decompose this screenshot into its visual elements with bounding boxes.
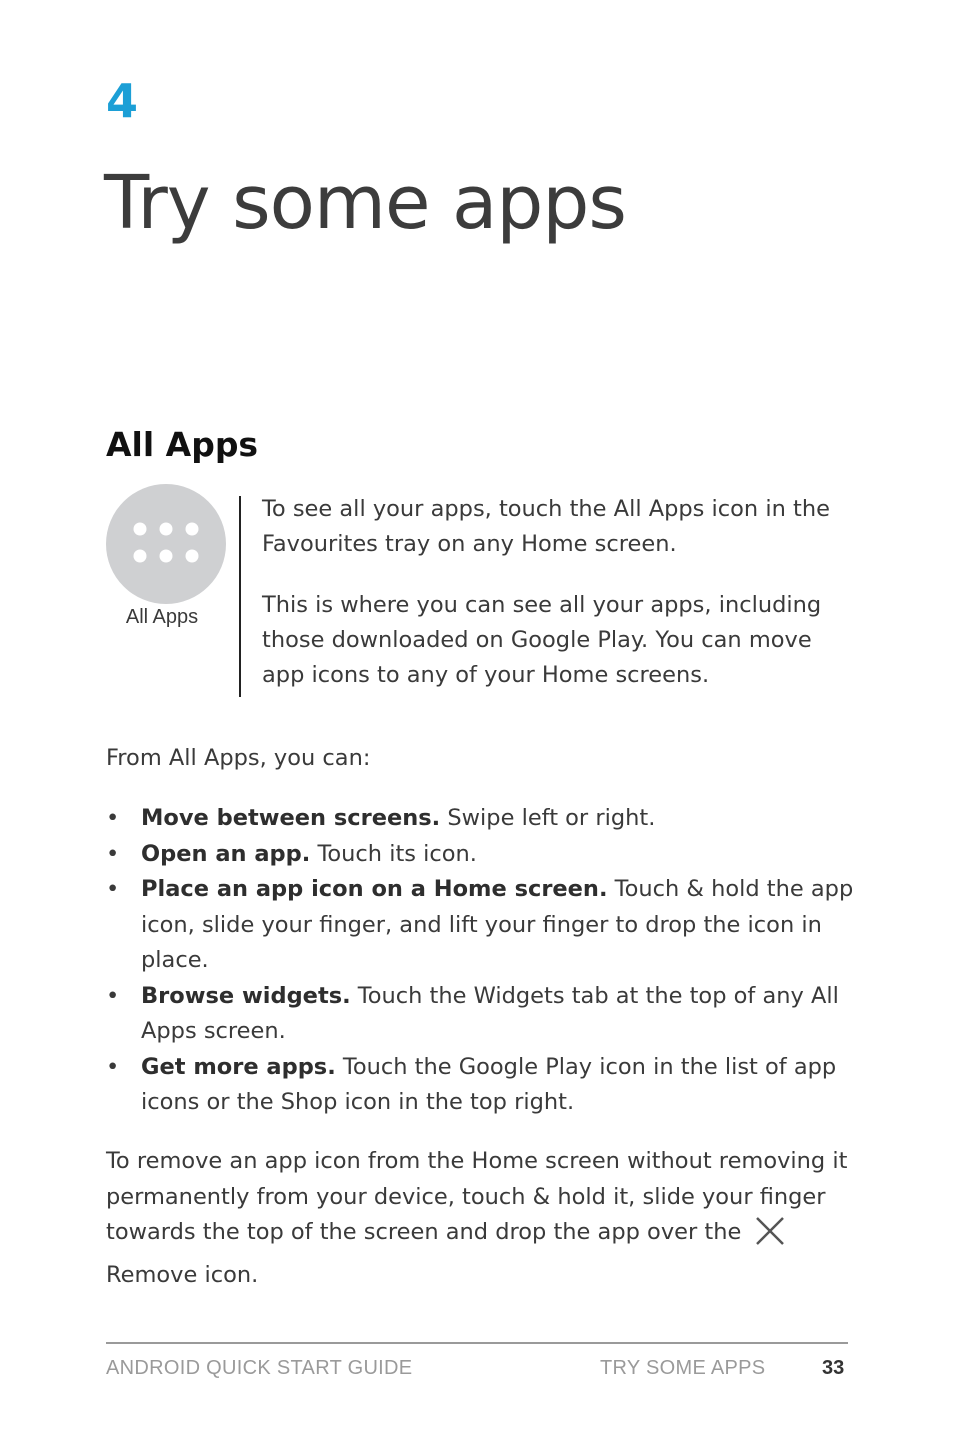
chapter-number: 4 bbox=[106, 74, 139, 128]
bullet-dot: • bbox=[106, 982, 120, 1009]
item-text: Touch its icon. bbox=[310, 840, 477, 867]
bullet-dot: • bbox=[106, 840, 120, 867]
item-title: Move between screens. bbox=[141, 805, 441, 831]
chapter-title: Try some apps bbox=[104, 160, 626, 246]
item-text: Touch & hold the app icon, slide your finger, and lift your finger to drop the icon in place. bbox=[141, 876, 854, 973]
bullet-dot: • bbox=[106, 1053, 120, 1080]
item-title: Place an app icon on a Home screen. bbox=[141, 876, 608, 902]
side-text bbox=[262, 492, 852, 719]
all-apps-icon bbox=[106, 484, 226, 604]
item-text: Touch the Widgets tab at the top of any All Apps screen. bbox=[141, 982, 839, 1044]
footer-guide-title: ANDROID QUICK START GUIDE bbox=[106, 1357, 413, 1379]
list-item bbox=[106, 801, 866, 837]
footer-divider bbox=[106, 1342, 848, 1344]
side-paragraph: To see all your apps, touch the All Apps icon in the Favourites tray on any Home screen. bbox=[262, 496, 830, 557]
item-title: Open an app. bbox=[141, 840, 311, 867]
remove-x-icon bbox=[754, 1216, 786, 1258]
list-item bbox=[106, 1050, 866, 1121]
section-heading: All Apps bbox=[106, 425, 259, 464]
list-item bbox=[106, 837, 866, 873]
icon-caption: All Apps bbox=[125, 606, 199, 628]
feature-list bbox=[106, 801, 866, 1121]
vertical-divider bbox=[239, 496, 241, 697]
item-text: Swipe left or right. bbox=[440, 805, 656, 831]
bullet-dot: • bbox=[106, 876, 120, 902]
list-item bbox=[106, 979, 866, 1050]
remove-text: To remove an app icon from the Home screen without removing it permanently from your device, touch & hold it, slide your finger towards the top of the screen and drop the app over the bbox=[106, 1148, 848, 1245]
item-title: Get more apps. bbox=[141, 1053, 336, 1080]
item-title: Browse widgets. bbox=[141, 982, 351, 1009]
footer-chapter-label: TRY SOME APPS bbox=[600, 1357, 766, 1379]
all-apps-dots-icon bbox=[106, 484, 226, 604]
bullet-dot: • bbox=[106, 805, 120, 831]
remove-paragraph bbox=[106, 1144, 866, 1293]
remove-text-end: Remove icon. bbox=[106, 1261, 259, 1288]
intro-text: From All Apps, you can: bbox=[106, 745, 371, 771]
item-text: Touch the Google Play icon in the list of app icons or the Shop icon in the top right. bbox=[141, 1053, 837, 1115]
side-paragraph: This is where you can see all your apps, including those downloaded on Google Play. You can move app icons to any of your Home screens. bbox=[262, 592, 822, 688]
page-number: 33 bbox=[822, 1357, 845, 1379]
list-item bbox=[106, 872, 866, 979]
